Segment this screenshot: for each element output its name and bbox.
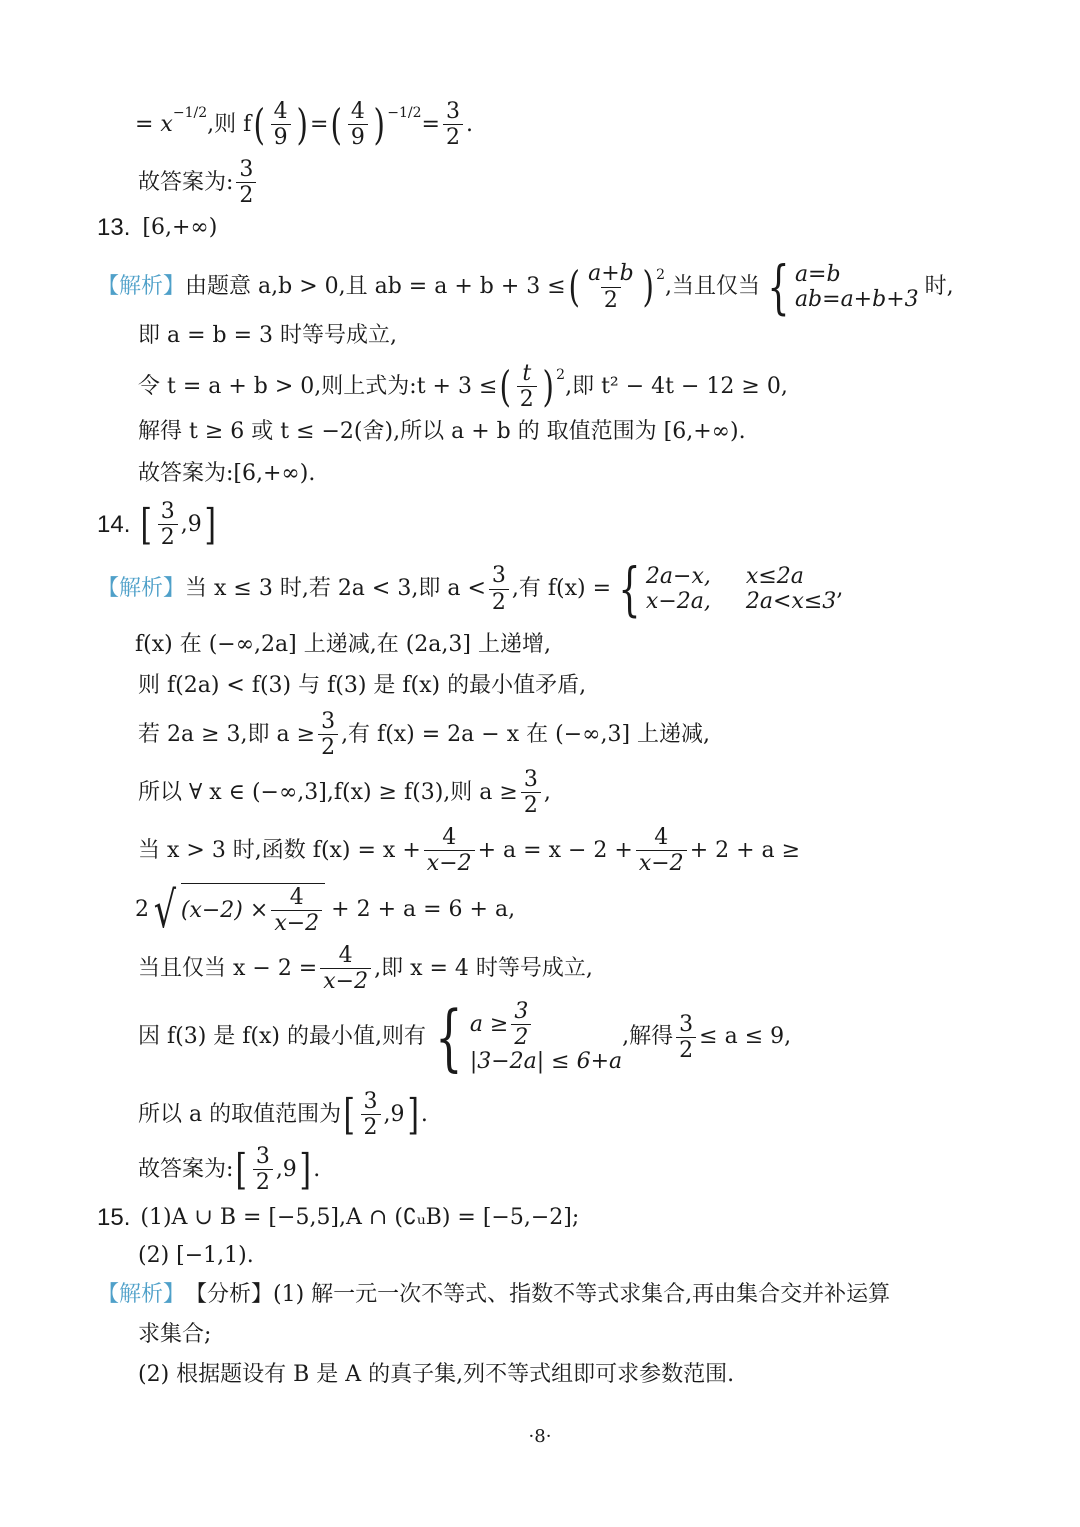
q14-line9: 因 f(3) 是 f(x) 的最小值,则有 { a ≥ $\frac{3}{2}$ |3−2a| ≤ 6+a ,解得 $\frac{3}{2}$ ≤ a ≤ 9,: [138, 995, 792, 1080]
q13-line3: 令 t = a + b > 0,则上式为:t + 3 ≤ ( $\frac{t}{2}$ ) 2 ,即 t² − 4t − 12 ≥ 0,: [138, 361, 788, 413]
q14-line11: 故答案为: [ $\frac{3}{2}$ ,9 ] .: [138, 1144, 321, 1196]
q14-line3: 则 f(2a) < f(3) 与 f(3) 是 f(x) 的最小值矛盾,: [138, 673, 587, 698]
q15-line2: (2) [−1,1).: [138, 1243, 254, 1268]
q14-line5: 所以 ∀ x ∈ (−∞,3],f(x) ≥ f(3),则 a ≥ $\frac{3}{2}$ ,: [138, 767, 551, 819]
q13-line5: 故答案为:[6,+∞).: [138, 461, 316, 486]
q13-analysis-line1: 【解析】 由题意 a,b > 0,且 ab = a + b + 3 ≤ ( $\frac{a+b}{2}$ ) 2 ,当且仅当 { a=b ab=a+b+3 时,: [97, 253, 954, 321]
q13-line4: 解得 t ≥ 6 或 t ≤ −2(舍),所以 a + b 的 取值范围为 [6,+∞).: [138, 419, 746, 444]
q14-line6: 当 x > 3 时,函数 f(x) = x + $\frac{4}{x-2}$ + a = x − 2 + $\frac{4}{x-2}$ + 2 + a ≥: [138, 825, 801, 877]
q13-heading: 13. [6,+∞): [97, 214, 218, 241]
q14-analysis-line1: 【解析】 当 x ≤ 3 时,若 2a < 3,即 a < $\frac{3}{2}$ ,有 f(x) = { 2a−x, x≤2a x−2a, 2a<x≤3 ,: [97, 555, 844, 623]
piecewise-function: 2a−x, x≤2a x−2a, 2a<x≤3: [645, 563, 837, 614]
q15-analysis3: (2) 根据题设有 B 是 A 的真子集,列不等式组即可求参数范围.: [138, 1362, 735, 1387]
page-number: ·8·: [528, 1426, 552, 1447]
q14-line2: f(x) 在 (−∞,2a] 上递减,在 (2a,3] 上递增,: [135, 632, 551, 657]
q15-analysis: 【解析】 【分析】(1) 解一元一次不等式、指数不等式求集合,再由集合交并补运算: [97, 1282, 891, 1307]
q14-heading: 14. [ $\frac{3}{2}$ ,9 ]: [97, 499, 216, 551]
q15-analysis2: 求集合;: [138, 1322, 212, 1347]
inequality-system: a ≥ $\frac{3}{2}$ |3−2a| ≤ 6+a: [469, 999, 623, 1075]
q12-answer: 故答案为: $\frac{3}{2}$: [138, 158, 259, 207]
q15-heading: 15. (1)A ∪ B = [−5,5],A ∩ (∁ᵤB) = [−5,−2];: [97, 1204, 580, 1231]
analysis-tag: 【解析】: [97, 274, 186, 299]
q14-line10: 所以 a 的取值范围为 [ $\frac{3}{2}$ ,9 ] .: [138, 1089, 428, 1141]
q14-line8: 当且仅当 x − 2 = $\frac{4}{x-2}$ ,即 x = 4 时等号成立,: [138, 943, 593, 995]
fraction: $\frac{4}{9}$: [271, 100, 291, 149]
q12-line1: = x −1/2 ,则 f ( $\frac{4}{9}$ ) = ( $\frac{4}{9}$ ) −1/2 = $\frac{3}{2}$ .: [135, 99, 473, 151]
equation-system: a=b ab=a+b+3: [794, 261, 919, 312]
q14-line7: 2 √ (x−2) × $\frac{4}{x-2}$ + 2 + a = 6 + a,: [135, 881, 516, 940]
q14-line4: 若 2a ≥ 3,即 a ≥ $\frac{3}{2}$ ,有 f(x) = 2a − x 在 (−∞,3] 上递减,: [138, 709, 711, 761]
square-root: √ (x−2) × $\frac{4}{x-2}$: [149, 885, 325, 935]
q13-line2: 即 a = b = 3 时等号成立,: [138, 323, 398, 348]
